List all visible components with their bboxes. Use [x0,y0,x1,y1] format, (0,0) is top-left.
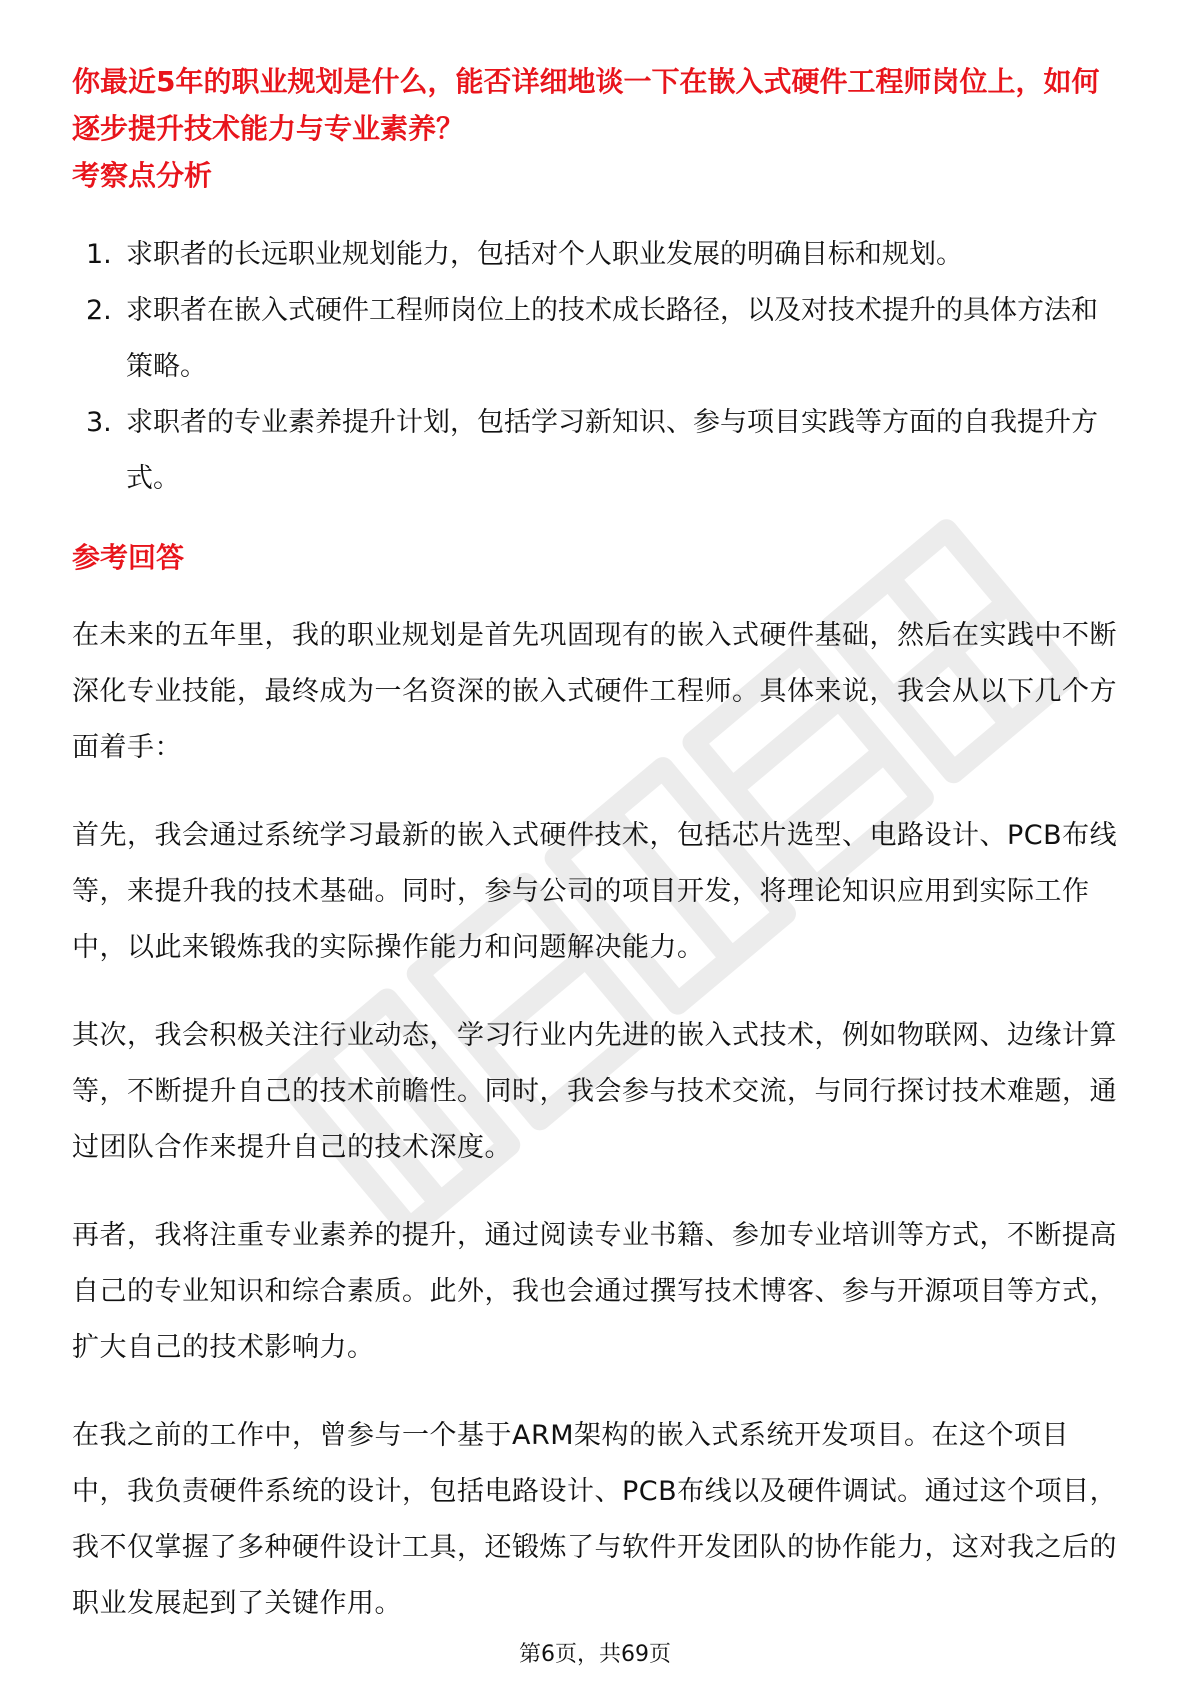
analysis-list [72,227,1120,507]
analysis-heading: 考察点分析 [72,159,213,192]
answer-paragraph: 在我之前的工作中，曾参与一个基于ARM架构的嵌入式系统开发项目。在这个项目中，我负责硬件系统的设计，包括电路设计、PCB布线以及硬件调试。通过这个项目，我不仅掌握了多种硬件设计工具，还锻炼了与软件开发团队的协作能力，这对我之后的职业发展起到了关键作用。 [72,1420,1118,1619]
answer-heading: 参考回答 [72,541,185,574]
list-item-number: 2. [86,295,112,326]
answer-paragraph: 在未来的五年里，我的职业规划是首先巩固现有的嵌入式硬件基础，然后在实践中不断深化专业技能，最终成为一名资深的嵌入式硬件工程师。具体来说，我会从以下几个方面着手： [72,620,1117,763]
answer-paragraph: 首先，我会通过系统学习最新的嵌入式硬件技术，包括芯片选型、电路设计、PCB布线等，来提升我的技术基础。同时，参与公司的项目开发，将理论知识应用到实际工作中，以此来锻炼我的实际操作能力和问题解决能力。 [72,820,1118,963]
list-item-text: 求职者的长远职业规划能力，包括对个人职业发展的明确目标和规划。 [126,239,963,270]
question-title: 你最近5年的职业规划是什么，能否详细地谈一下在嵌入式硬件工程师岗位上，如何逐步提升技术能力与专业素养？ [72,65,1100,145]
list-item-text: 求职者的专业素养提升计划，包括学习新知识、参与项目实践等方面的自我提升方式。 [126,407,1098,494]
list-item [72,395,1120,507]
list-item [72,283,1120,395]
list-item [72,227,1120,283]
list-item-text: 求职者在嵌入式硬件工程师岗位上的技术成长路径，以及对技术提升的具体方法和策略。 [126,295,1098,382]
list-item-number: 1. [86,239,112,270]
answer-paragraph: 再者，我将注重专业素养的提升，通过阅读专业书籍、参加专业培训等方式，不断提高自己的专业知识和综合素质。此外，我也会通过撰写技术博客、参与开源项目等方式，扩大自己的技术影响力。 [72,1220,1117,1363]
list-item-number: 3. [86,407,112,438]
answer-paragraph: 其次，我会积极关注行业动态，学习行业内先进的嵌入式技术，例如物联网、边缘计算等，不断提升自己的技术前瞻性。同时，我会参与技术交流，与同行探讨技术难题，通过团队合作来提升自己的技术深度。 [72,1020,1117,1163]
page-number: 第6页，共69页 [519,1642,671,1667]
